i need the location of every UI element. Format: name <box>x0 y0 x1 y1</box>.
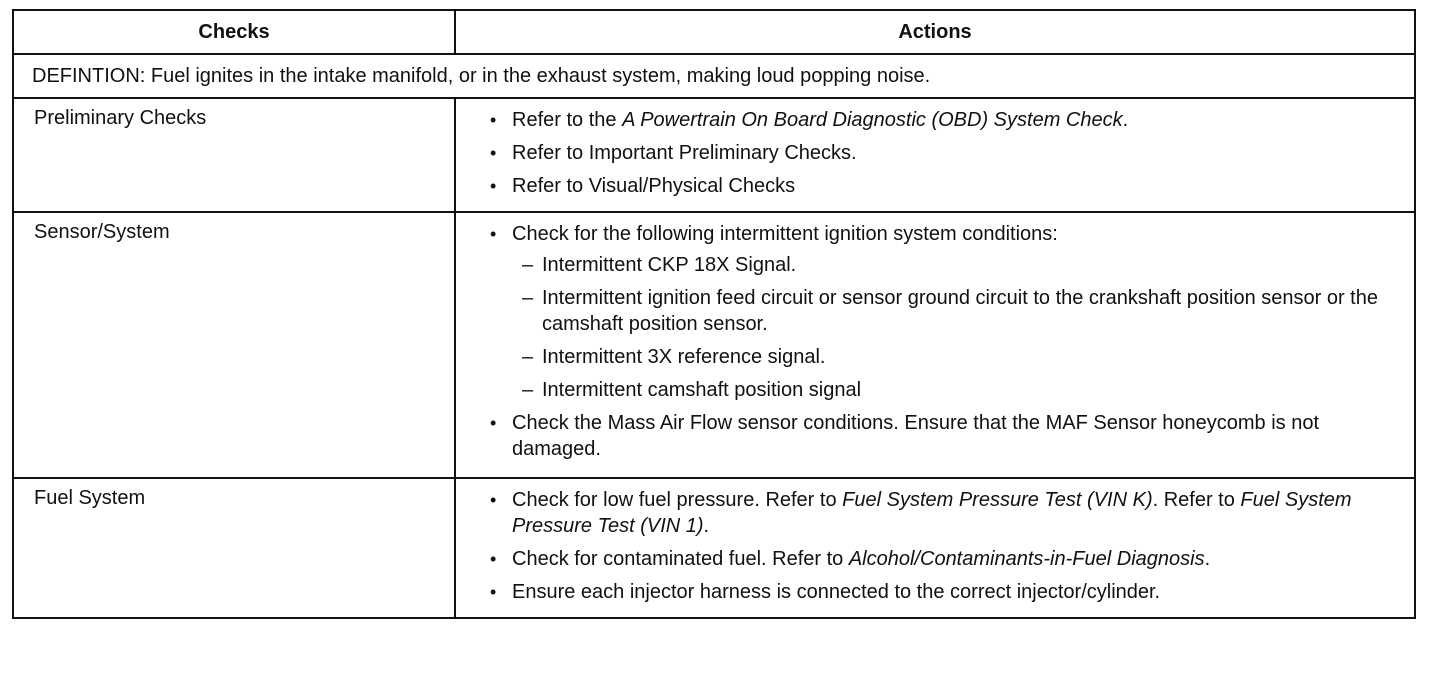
sub-action-item: – Intermittent ignition feed circuit or sensor ground circuit to the crankshaft position sensor or the camshaft position sensor. <box>542 285 1394 337</box>
actions-sensor-system <box>455 212 1415 478</box>
actions-preliminary <box>455 98 1415 212</box>
action-item: • Check the Mass Air Flow sensor conditions. Ensure that the MAF Sensor honeycomb is not damaged. <box>512 410 1394 462</box>
header-checks: Checks <box>13 10 455 54</box>
action-item: • Refer to the A Powertrain On Board Diagnostic (OBD) System Check. <box>512 107 1394 133</box>
sub-action-item: – Intermittent camshaft position signal <box>542 377 1394 403</box>
action-item: • Refer to Visual/Physical Checks <box>512 173 1394 199</box>
table-row <box>13 212 1415 478</box>
check-sensor-system: Sensor/System <box>13 212 455 478</box>
actions-fuel-system <box>455 478 1415 618</box>
sub-action-item: – Intermittent CKP 18X Signal. <box>542 252 1394 278</box>
action-item: • Refer to Important Preliminary Checks. <box>512 140 1394 166</box>
table-row <box>13 98 1415 212</box>
action-item: • Check for the following intermittent ignition system conditions: – Intermittent CKP 18X Signal. – Intermittent ignition feed circuit or sensor ground circuit to the crankshaft position sensor or the camshaft position sensor. – Intermittent 3X reference signal. – Intermittent camshaft position signal <box>512 221 1394 403</box>
sub-action-item: – Intermittent 3X reference signal. <box>542 344 1394 370</box>
action-item: • Check for low fuel pressure. Refer to Fuel System Pressure Test (VIN K). Refer to Fuel System Pressure Test (VIN 1). <box>512 487 1394 539</box>
table-row <box>13 478 1415 618</box>
action-item: • Ensure each injector harness is connected to the correct injector/cylinder. <box>512 579 1394 605</box>
definition-text: DEFINTION: Fuel ignites in the intake manifold, or in the exhaust system, making loud popping noise. <box>13 54 1415 98</box>
check-preliminary: Preliminary Checks <box>13 98 455 212</box>
diagnostic-table <box>12 9 1416 619</box>
header-row <box>13 10 1415 54</box>
action-item: • Check for contaminated fuel. Refer to Alcohol/Contaminants-in-Fuel Diagnosis. <box>512 546 1394 572</box>
definition-row <box>13 54 1415 98</box>
check-fuel-system: Fuel System <box>13 478 455 618</box>
header-actions: Actions <box>455 10 1415 54</box>
